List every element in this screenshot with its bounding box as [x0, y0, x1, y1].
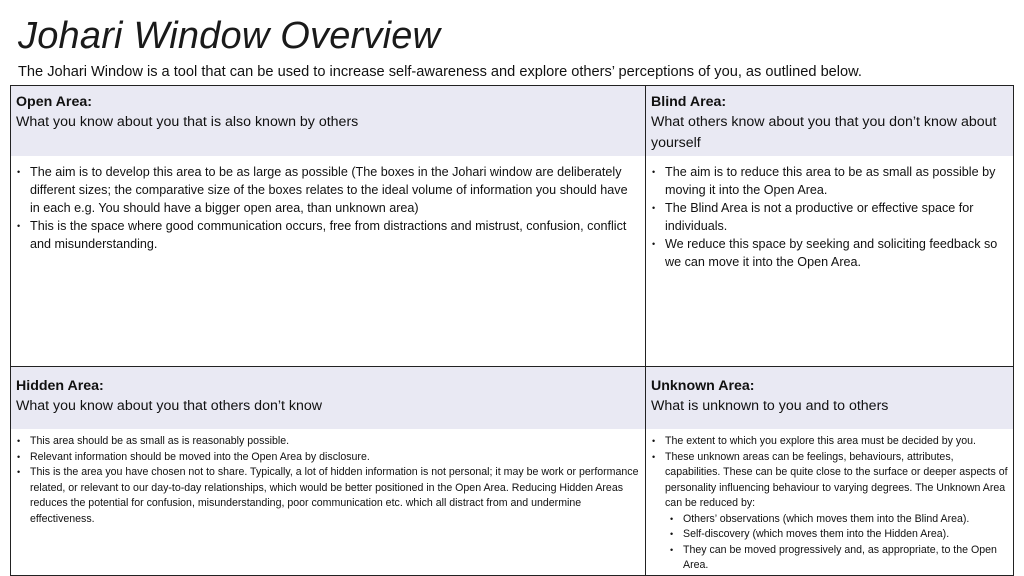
list-item: • Self-discovery (which moves them into the Hidden Area).: [668, 527, 1009, 543]
list-item: • Relevant information should be moved into the Open Area by disclosure.: [15, 450, 639, 466]
open-area-bullets: [15, 163, 637, 253]
hidden-area-header: [11, 367, 645, 429]
unknown-area-description: What is unknown to you and to others: [651, 398, 889, 414]
list-item: • They can be moved progressively and, as appropriate, to the Open Area.: [668, 543, 1009, 574]
unknown-area-body: [646, 429, 1013, 575]
list-item: • This area should be as small as is reasonably possible.: [15, 434, 639, 450]
vertical-divider: [645, 86, 646, 575]
unknown-area-header: [646, 367, 1013, 429]
list-item: • These unknown areas can be feelings, behaviours, attributes, capabilities. These can be quite close to the surface or deeper aspects of personality influencing behaviour to varying degrees. The Unknown Area can be reduced by:: [650, 450, 1009, 512]
unknown-area-bullets: [650, 434, 1009, 512]
unknown-area-title: Unknown Area:: [651, 378, 755, 394]
horizontal-divider: [11, 366, 1013, 367]
list-item: • This is the space where good communication occurs, free from distractions and mistrust, confusion, conflict and misunderstanding.: [15, 217, 637, 253]
open-area-header: [11, 86, 645, 156]
list-item: • This is the area you have chosen not to share. Typically, a lot of hidden information is not personal; it may be work or performance related, or relevant to our day-to-day relationships, which would be better positioned in the Open Area. Reducing Hidden Areas reduces the potential for confusion, misunderstanding, poor communication etc. which all distract from and undermine effectiveness.: [15, 465, 639, 527]
list-item: • The extent to which you explore this area must be decided by you.: [650, 434, 1009, 450]
list-item: • The Blind Area is not a productive or effective space for individuals.: [650, 199, 1005, 235]
list-item: • The aim is to reduce this area to be as small as possible by moving it into the Open Area.: [650, 163, 1005, 199]
open-area-description: What you know about you that is also known by others: [16, 114, 359, 130]
list-item: • Others’ observations (which moves them into the Blind Area).: [668, 512, 1009, 528]
list-item: • The aim is to develop this area to be as large as possible (The boxes in the Johari window are deliberately different sizes; the comparative size of the boxes relates to the ideal volume of information you should have in each e.g. You should have a bigger open area, than unknown area): [15, 163, 637, 217]
johari-window-table: [10, 85, 1014, 576]
hidden-area-body: [11, 429, 645, 575]
open-area-body: [11, 156, 645, 366]
unknown-area-sub-bullets: [668, 512, 1009, 574]
blind-area-bullets: [650, 163, 1005, 271]
blind-area-body: [646, 156, 1013, 366]
list-item: • We reduce this space by seeking and soliciting feedback so we can move it into the Open Area.: [650, 235, 1005, 271]
page-title: Johari Window Overview: [18, 15, 441, 57]
hidden-area-description: What you know about you that others don’t know: [16, 398, 323, 414]
blind-area-header: [646, 86, 1013, 156]
open-area-title: Open Area:: [16, 94, 92, 110]
blind-area-description: What others know about you that you don’t know about yourself: [651, 114, 997, 151]
hidden-area-bullets: [15, 434, 639, 527]
page-subtitle: The Johari Window is a tool that can be used to increase self-awareness and explore others’ perceptions of you, as outlined below.: [18, 64, 862, 80]
blind-area-title: Blind Area:: [651, 94, 727, 110]
hidden-area-title: Hidden Area:: [16, 378, 104, 394]
